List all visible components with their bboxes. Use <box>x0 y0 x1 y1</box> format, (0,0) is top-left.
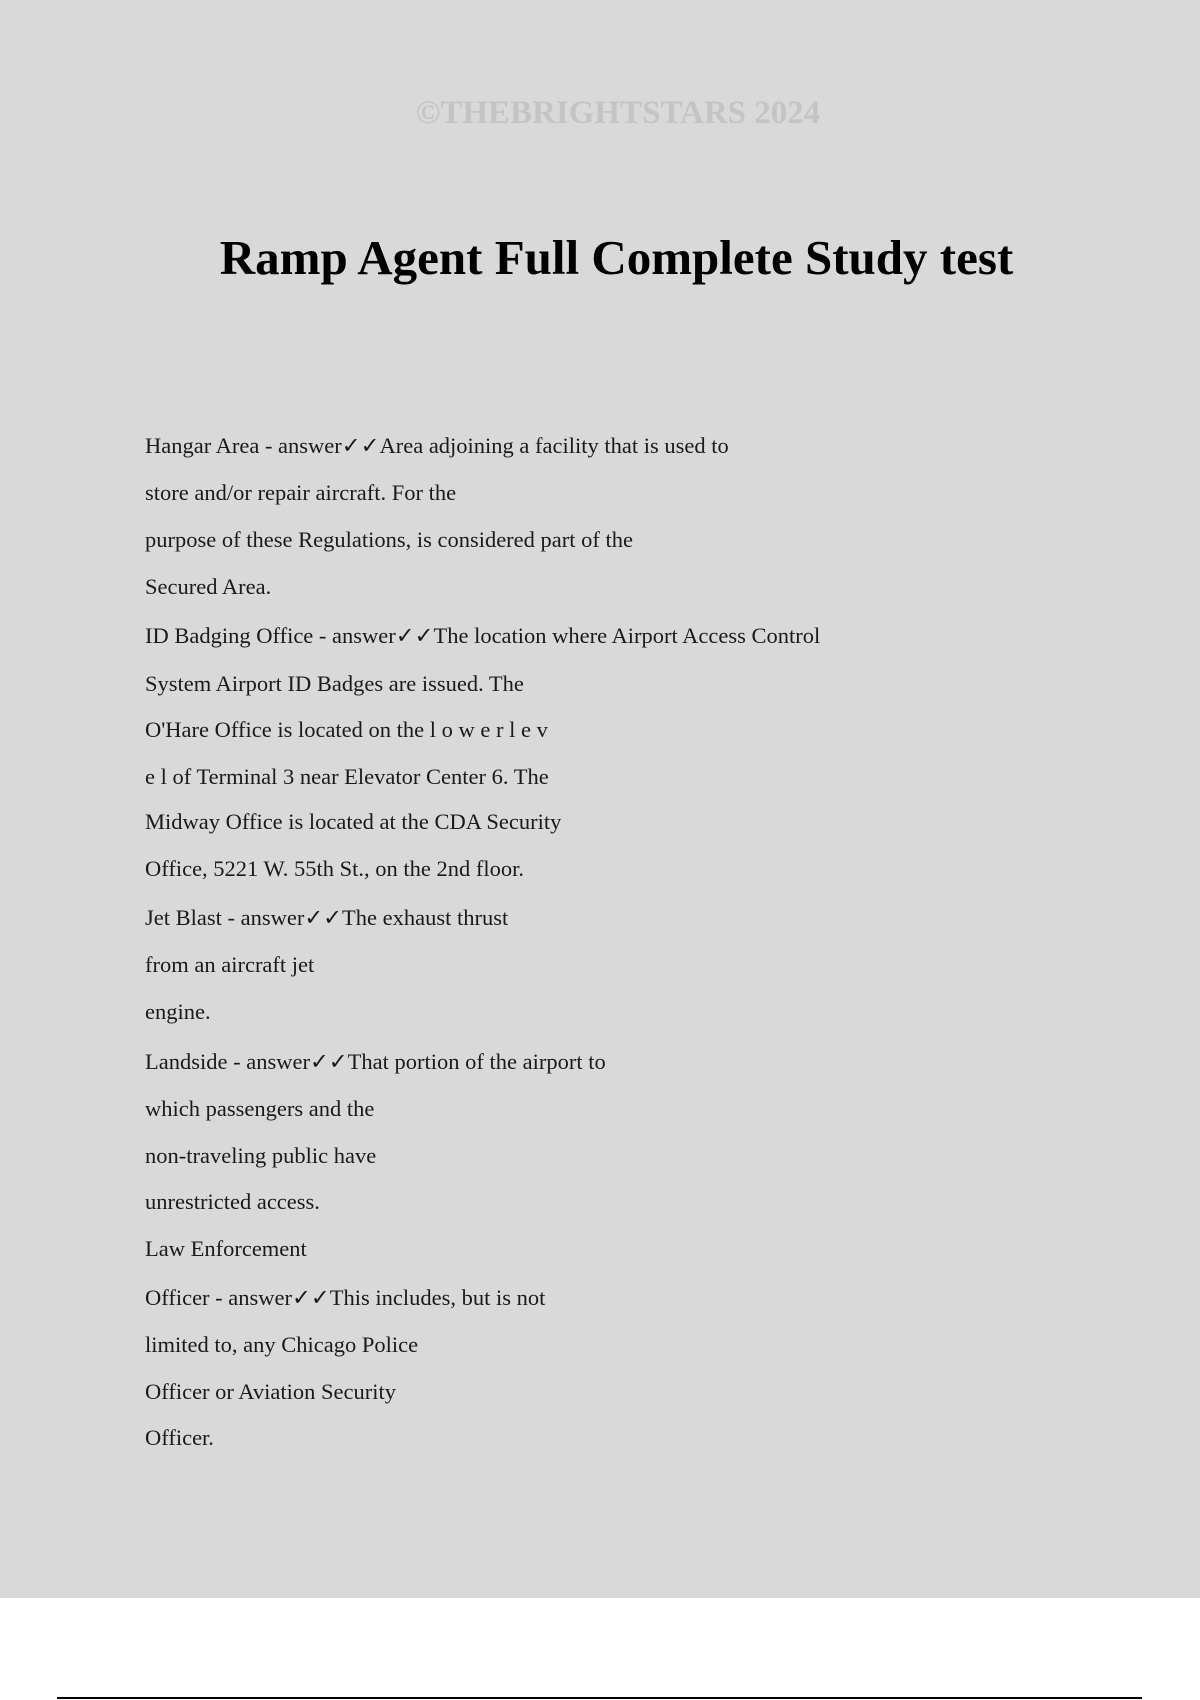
text-line: Officer - answer✓✓This includes, but is not <box>145 1285 546 1310</box>
text-line: limited to, any Chicago Police <box>145 1332 419 1357</box>
text-line: e l of Terminal 3 near Elevator Center 6. The <box>145 764 549 789</box>
text-line: ID Badging Office - answer✓✓The location where Airport Access Control <box>145 623 821 648</box>
text-line: engine. <box>145 999 211 1024</box>
text-line: Landside - answer✓✓That portion of the airport to <box>145 1049 606 1074</box>
text-line: unrestricted access. <box>145 1189 320 1214</box>
text-line: Jet Blast - answer✓✓The exhaust thrust <box>145 905 509 930</box>
text-line: Law Enforcement <box>145 1236 307 1261</box>
text-line: O'Hare Office is located on the l o w e r l e v <box>145 717 548 742</box>
text-line: Secured Area. <box>145 574 272 599</box>
text-line: purpose of these Regulations, is considered part of the <box>145 527 634 552</box>
text-line: store and/or repair aircraft. For the <box>145 480 457 505</box>
text-line: Officer. <box>145 1425 214 1450</box>
divider <box>57 1697 1142 1699</box>
text-line: System Airport ID Badges are issued. The <box>145 671 524 696</box>
text-line: Hangar Area - answer✓✓Area adjoining a facility that is used to <box>145 433 729 458</box>
text-line: which passengers and the <box>145 1096 375 1121</box>
text-line: from an aircraft jet <box>145 952 315 977</box>
text-line: non-traveling public have <box>145 1143 377 1168</box>
text-line: Officer or Aviation Security <box>145 1379 396 1404</box>
text-line: Midway Office is located at the CDA Security <box>145 809 562 834</box>
watermark: ©THEBRIGHTSTARS 2024 <box>415 95 821 131</box>
page-title: Ramp Agent Full Complete Study test <box>219 230 1014 285</box>
text-line: Office, 5221 W. 55th St., on the 2nd floor. <box>145 856 524 881</box>
